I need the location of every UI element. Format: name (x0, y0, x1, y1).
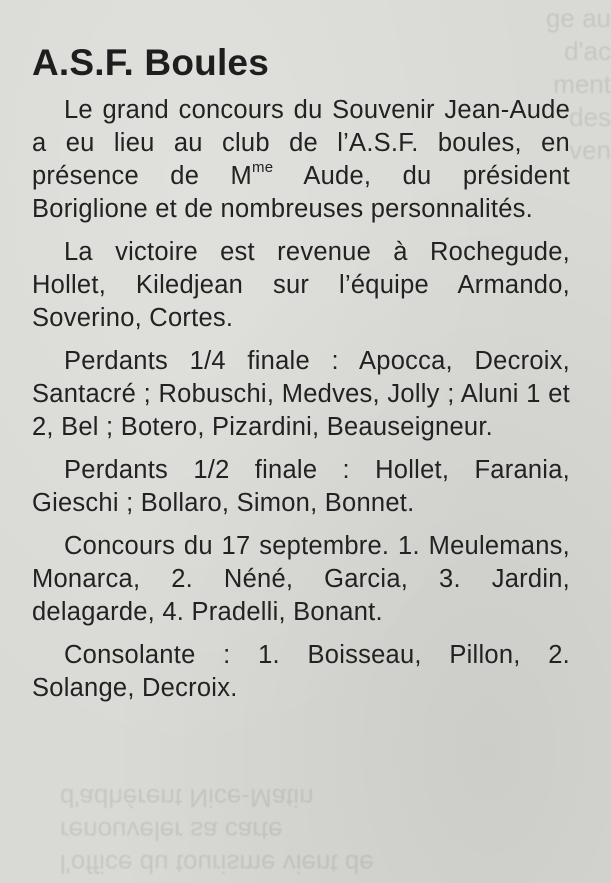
show-through-texture-bottom: l'office du tourisme vient de renouveler sa carte d'adhérent Nice-Matin (60, 783, 374, 879)
paragraph-text: Aude, du président Boriglione et de nombreuses personnalités. (32, 162, 570, 223)
article-paragraph: La victoire est revenue à Rochegude, Hollet, Kiledjean sur l’équipe Armando, Soverino, Cortes. (32, 238, 570, 332)
article (32, 38, 570, 715)
paragraph-text: Le grand concours du Souvenir Jean-Aude a eu lieu au club de l’A.S.F. boules, en présence de M (32, 96, 570, 190)
article-paragraph: Concours du 17 septembre. 1. Meulemans, Monarca, 2. Néné, Garcia, 3. Jardin, delagarde, 4. Pradelli, Bonant. (32, 532, 570, 626)
show-through-texture-top: ge au d'ac ment des ven (545, 3, 611, 162)
article-paragraph: Perdants 1/2 finale : Hollet, Farania, Gieschi ; Bollaro, Simon, Bonnet. (32, 456, 570, 517)
article-paragraph (32, 94, 570, 226)
article-paragraph: Perdants 1/4 finale : Apocca, Decroix, Santacré ; Robuschi, Medves, Jolly ; Aluni 1 et 2, Bel ; Botero, Pizardini, Beauseigneur. (32, 347, 570, 441)
article-headline: A.S.F. Boules (32, 42, 269, 83)
superscript-text: me (252, 158, 274, 176)
article-paragraph: Consolante : 1. Boisseau, Pillon, 2. Solange, Decroix. (32, 641, 570, 702)
